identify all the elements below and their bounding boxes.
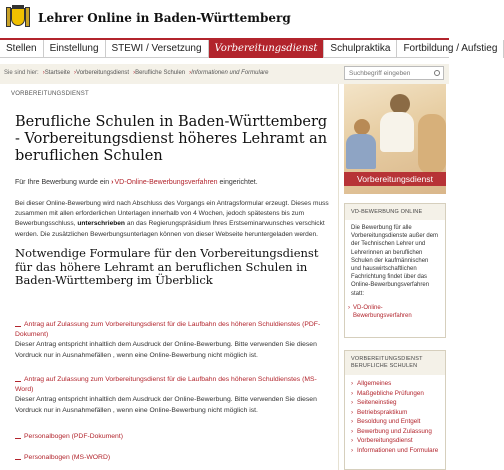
breadcrumb: Sie sind hier: ›Startseite ›Vorbereitungsdienst ›Berufliche Schulen ›Informationen und Formulare — [4, 70, 269, 76]
breadcrumb-item[interactable]: Vorbereitungsdienst — [76, 70, 130, 76]
intro-text: Für Ihre Bewerbung wurde ein — [15, 179, 110, 186]
subnav-item[interactable]: › Besoldung und Entgelt — [351, 417, 439, 427]
main-content — [3, 84, 339, 470]
breadcrumb-item-current: Informationen und Formulare — [191, 70, 269, 76]
emphasis-text: unterschrieben — [77, 220, 125, 228]
nav-item-stewi[interactable]: STEWI / Versetzung — [106, 40, 209, 58]
intro-text-end: eingerichtet. — [219, 179, 258, 186]
breadcrumb-label: Sie sind hier: — [4, 70, 39, 76]
document-description: Dieser Antrag entspricht inhaltlich dem Ausdruck der Online-Bewerbung. Bitte verwenden Sie diesen Vordruck nur in Ausnahmefällen , wenn eine Online-Bewerbung nicht möglich ist. — [15, 341, 317, 359]
site-title[interactable]: Lehrer Online in Baden-Württemberg — [38, 11, 291, 25]
subnav-item[interactable]: › Bewerbung und Zulassung — [351, 427, 439, 437]
download-icon — [15, 454, 21, 460]
nav-item-fortbildung[interactable]: Fortbildung / Aufstieg — [397, 40, 504, 58]
document-item — [15, 453, 335, 463]
document-item — [15, 375, 335, 416]
subnav-item[interactable]: › Vorbereitungsdienst — [351, 436, 439, 446]
document-description: Dieser Antrag entspricht inhaltlich dem Ausdruck der Online-Bewerbung. Bitte verwenden Sie diesen Vordruck nur in Ausnahmefällen , wenn eine Online-Bewerbung nicht möglich ist. — [15, 396, 317, 414]
box-text: Die Bewerbung für alle Vorbereitungsdienste außer dem der Technischen Lehrer und Lehrerinnen an beruflichen Schulen der kaufmännischen und hauswirtschaftlichen Fachrichtung findet über das Online-Bewerbungsverfahren statt: — [351, 225, 439, 297]
vd-online-sidebar-link[interactable]: › VD-Online-Bewerbungsverfahren — [345, 302, 445, 320]
document-item — [15, 432, 335, 442]
breadcrumb-item[interactable]: Berufliche Schulen — [135, 70, 186, 76]
download-icon — [15, 376, 21, 382]
breadcrumb-item[interactable]: Startseite — [44, 70, 71, 76]
subnav-item[interactable]: › Allgemeines — [351, 379, 439, 389]
nav-item-vorbereitungsdienst[interactable]: Vorbereitungsdienst — [209, 40, 325, 58]
subnav-item[interactable]: › Maßgebliche Prüfungen — [351, 389, 439, 399]
subnav-item[interactable]: › Betriebspraktikum — [351, 408, 439, 418]
download-icon — [15, 433, 21, 439]
intro-line — [15, 179, 258, 186]
search-icon[interactable] — [434, 70, 440, 76]
box-heading: VORBEREITUNGSDIENST BERUFLICHE SCHULEN — [345, 351, 445, 375]
subnav-box — [344, 350, 446, 470]
subnav-item[interactable]: › Seiteneinstieg — [351, 398, 439, 408]
subnav-item-current[interactable]: › Informationen und Formulare — [351, 446, 439, 456]
document-download-link[interactable]: Personalbogen (MS-WORD) — [15, 453, 335, 463]
search-placeholder: Suchbegriff eingeben — [349, 70, 411, 77]
box-heading: VD-BEWERBUNG ONLINE — [345, 204, 445, 220]
search-input[interactable] — [344, 66, 444, 80]
document-download-link[interactable]: Antrag auf Zulassung zum Vorbereitungsdienst für die Laufbahn des höheren Schuldienstes (PDF-Dokument) — [15, 321, 321, 339]
download-icon — [15, 321, 21, 327]
forms-heading: Notwendige Formulare für den Vorbereitungsdienst für das höhere Lehramt an beruflichen Schulen in Baden-Württemberg im Überblick — [15, 246, 319, 287]
vd-online-link[interactable]: ›VD-Online-Bewerbungsverfahren — [111, 179, 218, 186]
vd-online-box — [344, 203, 446, 338]
coat-of-arms-icon[interactable] — [6, 5, 30, 31]
teaser-image[interactable] — [344, 84, 446, 194]
nav-item-stellen[interactable]: Stellen — [0, 40, 44, 58]
section-label: VORBEREITUNGSDIENST — [11, 91, 89, 97]
document-item — [15, 320, 335, 361]
main-navigation — [0, 38, 498, 58]
page-title: Berufliche Schulen in Baden-Württemberg - Vorbereitungsdienst höheres Lehramt an beruflichen Schulen — [15, 114, 328, 164]
document-download-link[interactable]: Antrag auf Zulassung zum Vorbereitungsdienst für die Laufbahn des höheren Schuldienstes (MS-Word) — [15, 376, 317, 394]
nav-item-einstellung[interactable]: Einstellung — [44, 40, 106, 58]
site-header — [0, 0, 449, 36]
document-download-link[interactable]: Personalbogen (PDF-Dokument) — [15, 432, 335, 442]
nav-item-schulpraktika[interactable]: Schulpraktika — [324, 40, 397, 58]
teaser-caption[interactable]: Vorbereitungsdienst — [344, 172, 446, 186]
subnav-list — [345, 375, 445, 459]
info-paragraph: Bei dieser Online-Bewerbung wird nach Abschluss des Vorgangs ein Antragsformular erzeugt. Dieses muss zusammen mit allen erforderlichen Unterlagen innerhalb von 4 Wochen, jedoch spätestens bis zum Bewerbungsschluss, unterschrieben an das Regierungspräsidium Ihres Erstseminarwunsches verschickt werden. Die zusätzlichen Bewerbungsunterlagen können von dieser Webseite heruntergeladen werden. — [15, 200, 329, 238]
